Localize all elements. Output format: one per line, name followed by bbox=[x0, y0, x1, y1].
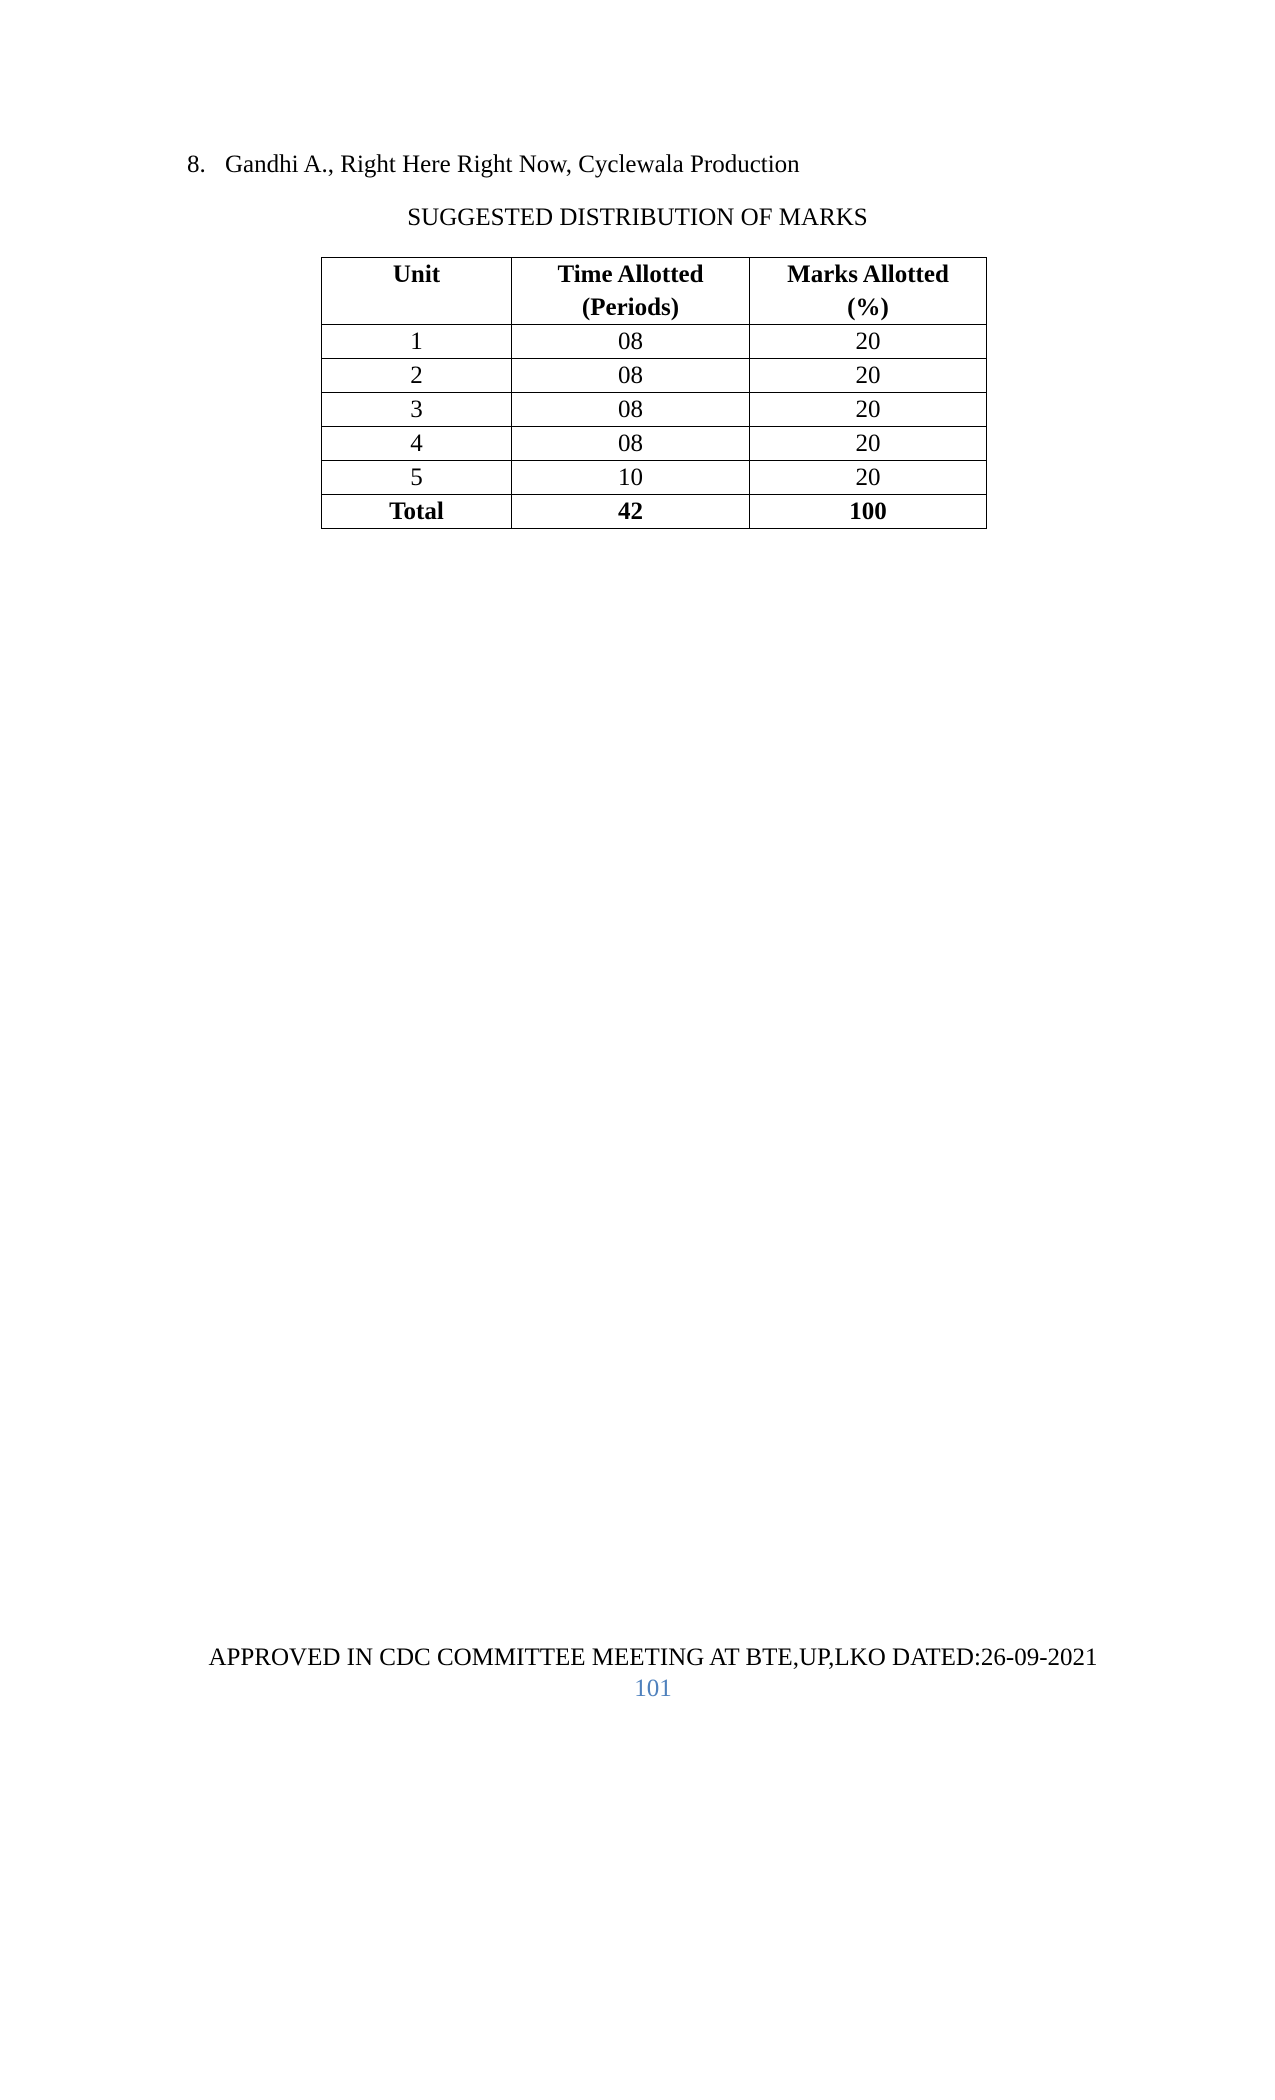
table-total-row bbox=[322, 495, 987, 529]
cell-unit: 5 bbox=[322, 461, 512, 495]
table-row bbox=[322, 359, 987, 393]
header-marks-allotted: Marks Allotted (%) bbox=[750, 258, 987, 325]
cell-marks: 20 bbox=[750, 359, 987, 393]
cell-unit: 3 bbox=[322, 393, 512, 427]
header-unit: Unit bbox=[322, 258, 512, 325]
total-label: Total bbox=[322, 495, 512, 529]
cell-marks: 20 bbox=[750, 461, 987, 495]
cell-marks: 20 bbox=[750, 427, 987, 461]
cell-marks: 20 bbox=[750, 325, 987, 359]
table-row bbox=[322, 427, 987, 461]
table-row bbox=[322, 325, 987, 359]
cell-time: 08 bbox=[512, 359, 750, 393]
table-row bbox=[322, 393, 987, 427]
cell-marks: 20 bbox=[750, 393, 987, 427]
reference-item bbox=[187, 148, 800, 182]
cell-unit: 2 bbox=[322, 359, 512, 393]
cell-time: 08 bbox=[512, 427, 750, 461]
reference-text: Gandhi A., Right Here Right Now, Cyclewala Production bbox=[225, 151, 800, 178]
table-title: SUGGESTED DISTRIBUTION OF MARKS bbox=[407, 204, 868, 231]
cell-time: 08 bbox=[512, 325, 750, 359]
reference-number: 8. bbox=[187, 151, 206, 178]
table-header-row bbox=[322, 258, 987, 325]
table-row bbox=[322, 461, 987, 495]
cell-unit: 4 bbox=[322, 427, 512, 461]
cell-time: 08 bbox=[512, 393, 750, 427]
approval-footer: APPROVED IN CDC COMMITTEE MEETING AT BTE,UP,LKO DATED:26-09-2021 bbox=[208, 1644, 1098, 1671]
marks-distribution-table bbox=[321, 257, 987, 529]
total-time: 42 bbox=[512, 495, 750, 529]
total-marks: 100 bbox=[750, 495, 987, 529]
page-number: 101 bbox=[634, 1675, 672, 1702]
cell-time: 10 bbox=[512, 461, 750, 495]
header-time-allotted: Time Allotted (Periods) bbox=[512, 258, 750, 325]
cell-unit: 1 bbox=[322, 325, 512, 359]
